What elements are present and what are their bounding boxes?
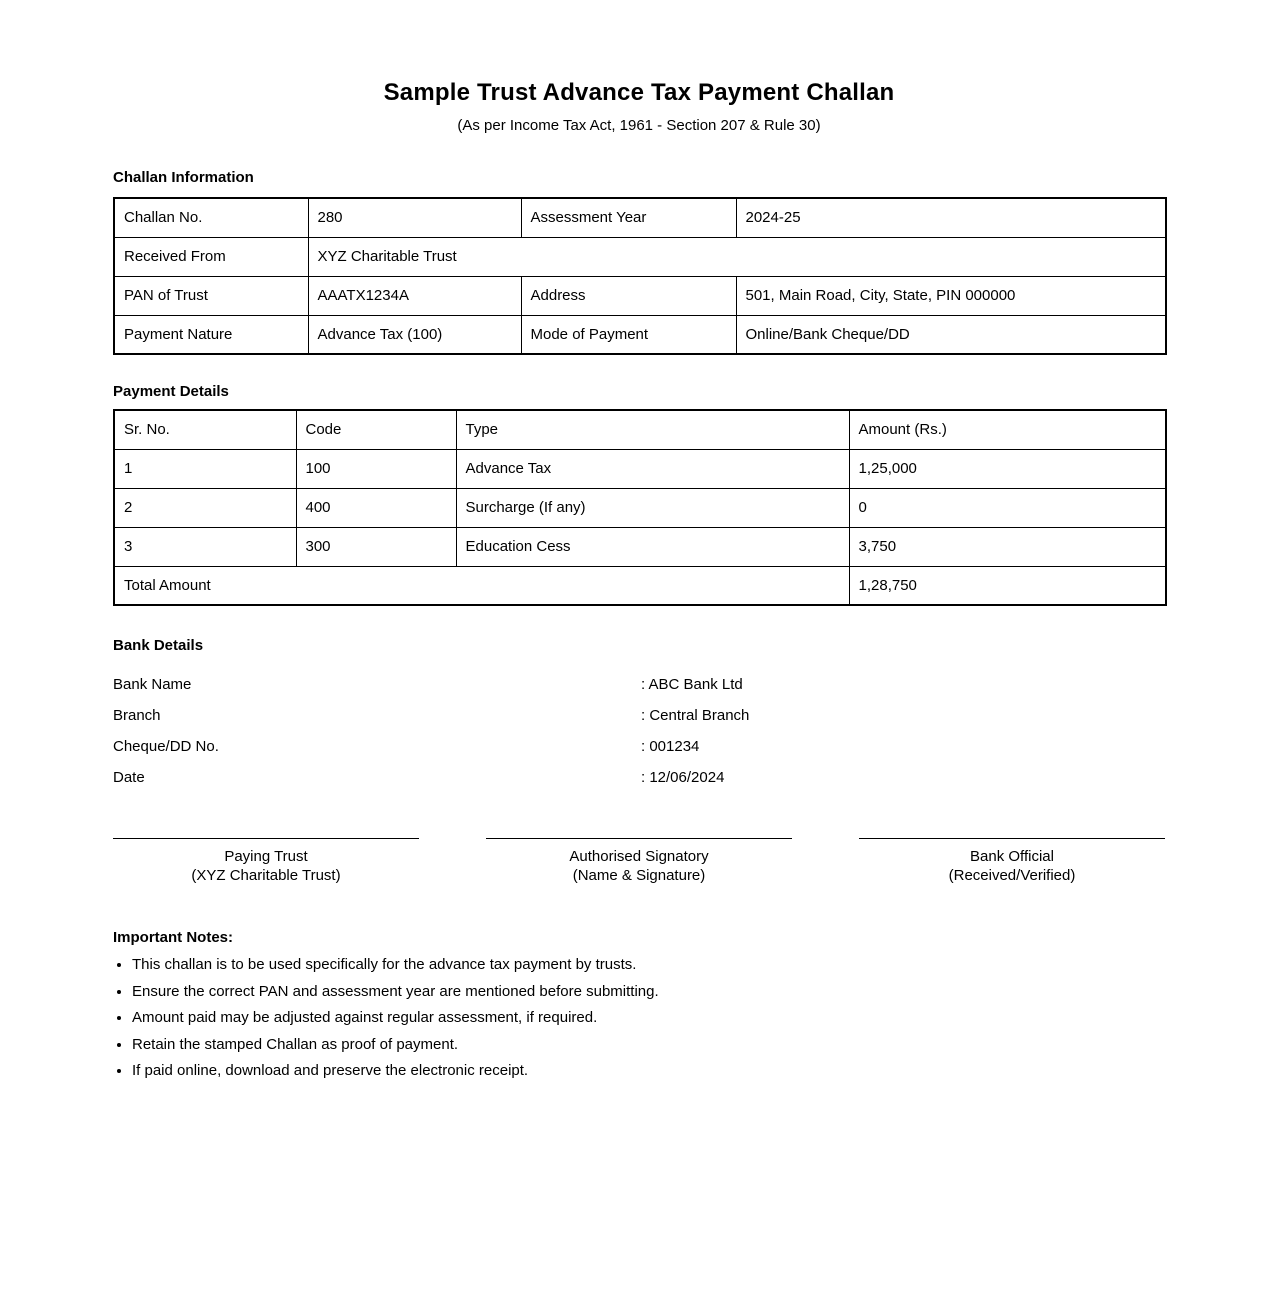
signature-subtitle: (Received/Verified) xyxy=(948,867,1076,884)
challan-no-label: Challan No. xyxy=(114,198,308,237)
challan-info-table xyxy=(113,197,1167,355)
amount-cell: 0 xyxy=(849,488,1166,527)
signature-block-paying-trust xyxy=(113,838,419,885)
branch-value: : Central Branch xyxy=(641,707,750,724)
received-from-label: Received From xyxy=(114,237,308,276)
code-cell: 400 xyxy=(296,488,456,527)
total-amount-value: 1,28,750 xyxy=(849,566,1166,605)
signature-block-authorised-signatory xyxy=(486,838,792,885)
section-heading-important-notes: Important Notes: xyxy=(113,929,233,946)
received-from-value: XYZ Charitable Trust xyxy=(308,237,1166,276)
signature-subtitle: (XYZ Charitable Trust) xyxy=(191,867,341,884)
type-cell: Education Cess xyxy=(456,527,849,566)
amount-cell: 1,25,000 xyxy=(849,449,1166,488)
sr-no-cell: 2 xyxy=(114,488,296,527)
col-header-code: Code xyxy=(296,410,456,449)
assessment-year-value: 2024-25 xyxy=(736,198,1166,237)
important-notes-list xyxy=(113,957,1165,1079)
pan-of-trust-label: PAN of Trust xyxy=(114,276,308,315)
bank-detail-row xyxy=(113,700,1165,731)
bank-detail-row xyxy=(113,731,1165,762)
table-row xyxy=(114,488,1166,527)
table-row xyxy=(114,449,1166,488)
bank-name-value: : ABC Bank Ltd xyxy=(641,676,743,693)
signature-title: Authorised Signatory xyxy=(569,848,709,865)
table-row xyxy=(114,315,1166,354)
bank-detail-row xyxy=(113,669,1165,700)
table-header-row xyxy=(114,410,1166,449)
signature-block-bank-official xyxy=(859,838,1165,885)
payment-nature-value: Advance Tax (100) xyxy=(308,315,521,354)
table-row xyxy=(114,237,1166,276)
note-item: • Amount paid may be adjusted against regular assessment, if required. xyxy=(132,1010,1165,1026)
payment-nature-label: Payment Nature xyxy=(114,315,308,354)
date-value: : 12/06/2024 xyxy=(641,769,725,786)
cheque-dd-no-label: Cheque/DD No. xyxy=(113,738,219,755)
document-body xyxy=(113,169,1165,1079)
bank-detail-row xyxy=(113,762,1165,793)
page-title: Sample Trust Advance Tax Payment Challan xyxy=(383,79,895,106)
sr-no-cell: 3 xyxy=(114,527,296,566)
type-cell: Advance Tax xyxy=(456,449,849,488)
page-subtitle: (As per Income Tax Act, 1961 - Section 207 & Rule 30) xyxy=(457,117,821,134)
note-item: • Ensure the correct PAN and assessment year are mentioned before submitting. xyxy=(132,984,1165,1000)
note-item: • Retain the stamped Challan as proof of payment. xyxy=(132,1037,1165,1053)
code-cell: 300 xyxy=(296,527,456,566)
pan-of-trust-value: AAATX1234A xyxy=(308,276,521,315)
cheque-dd-no-value: : 001234 xyxy=(641,738,700,755)
note-item: • If paid online, download and preserve the electronic receipt. xyxy=(132,1063,1165,1079)
table-row xyxy=(114,527,1166,566)
code-cell: 100 xyxy=(296,449,456,488)
address-label: Address xyxy=(521,276,736,315)
address-value: 501, Main Road, City, State, PIN 000000 xyxy=(736,276,1166,315)
section-heading-bank-details: Bank Details xyxy=(113,637,204,654)
total-amount-label: Total Amount xyxy=(114,566,849,605)
date-label: Date xyxy=(113,769,145,786)
payment-details-table xyxy=(113,409,1167,606)
challan-no-value: 280 xyxy=(308,198,521,237)
mode-of-payment-value: Online/Bank Cheque/DD xyxy=(736,315,1166,354)
note-item: • This challan is to be used specifically for the advance tax payment by trusts. xyxy=(132,957,1165,973)
table-row xyxy=(114,276,1166,315)
signature-title: Paying Trust xyxy=(224,848,308,865)
bank-name-label: Bank Name xyxy=(113,676,192,693)
type-cell: Surcharge (If any) xyxy=(456,488,849,527)
signature-subtitle: (Name & Signature) xyxy=(572,867,706,884)
assessment-year-label: Assessment Year xyxy=(521,198,736,237)
amount-cell: 3,750 xyxy=(849,527,1166,566)
bank-details-list xyxy=(113,669,1165,793)
table-row xyxy=(114,198,1166,237)
branch-label: Branch xyxy=(113,707,161,724)
section-heading-challan-information: Challan Information xyxy=(113,169,254,186)
signature-section xyxy=(113,838,1165,885)
col-header-amount: Amount (Rs.) xyxy=(849,410,1166,449)
col-header-sr-no: Sr. No. xyxy=(114,410,296,449)
col-header-type: Type xyxy=(456,410,849,449)
table-total-row xyxy=(114,566,1166,605)
signature-title: Bank Official xyxy=(970,848,1054,865)
sr-no-cell: 1 xyxy=(114,449,296,488)
section-heading-payment-details: Payment Details xyxy=(113,383,229,400)
mode-of-payment-label: Mode of Payment xyxy=(521,315,736,354)
